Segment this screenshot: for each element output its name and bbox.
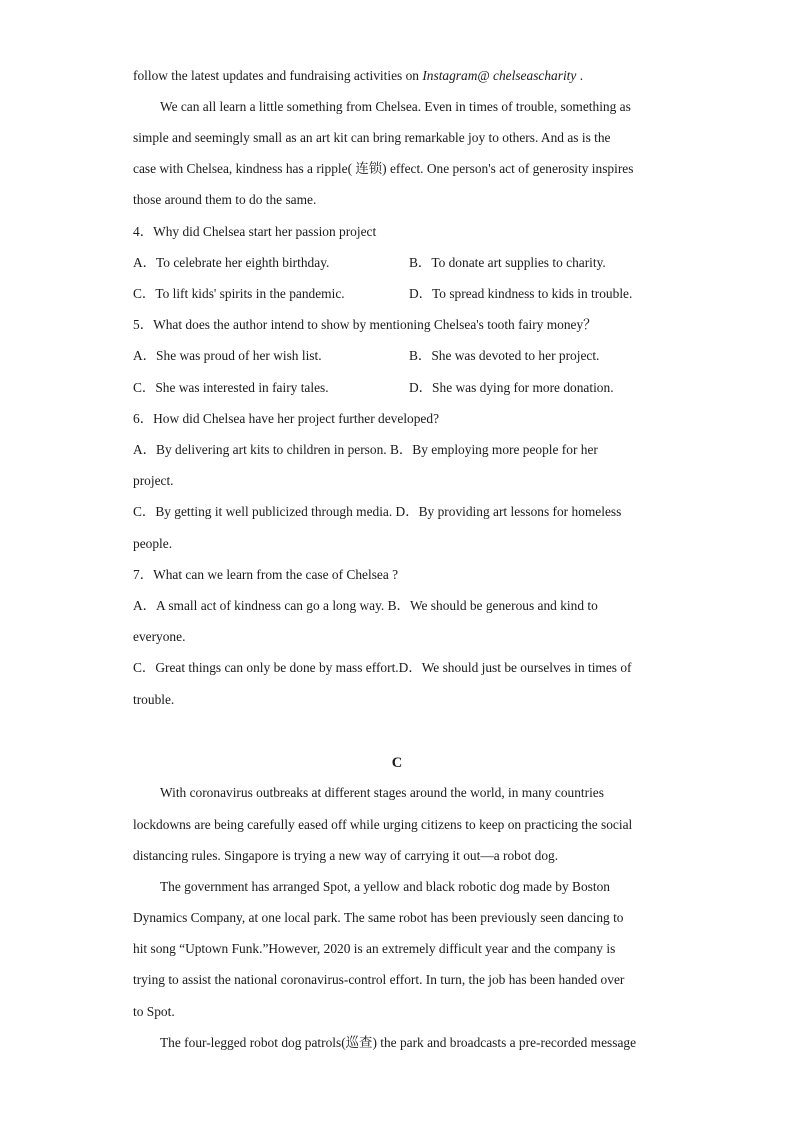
option-4d: D．To spread kindness to kids in trouble. [409, 286, 633, 301]
option-5c: C．She was interested in fairy tales. [133, 380, 329, 395]
options-7cd-cont: trouble. [133, 692, 175, 707]
question-stem-4: 4．Why did Chelsea start her passion project [133, 224, 377, 239]
passage-text: follow the latest updates and fundraising activities on [133, 68, 423, 83]
instagram-handle: Instagram@ chelseascharity [422, 68, 577, 83]
question-stem-7: 7．What can we learn from the case of Chelsea ? [133, 567, 399, 582]
options-7cd: C．Great things can only be done by mass effort.D．We should just be ourselves in times of [133, 660, 632, 675]
option-4c: C．To lift kids' spirits in the pandemic. [133, 286, 345, 301]
passage-line: simple and seemingly small as an art kit can bring remarkable joy to others. And as is the [133, 130, 611, 145]
passage-line: those around them to do the same. [133, 192, 317, 207]
question-stem-6: 6．How did Chelsea have her project further developed? [133, 411, 440, 426]
passage-line: trying to assist the national coronavirus-control effort. In turn, the job has been handed over [133, 972, 625, 987]
options-7ab: A．A small act of kindness can go a long way. B．We should be generous and kind to [133, 598, 598, 613]
passage-line: lockdowns are being carefully eased off while urging citizens to keep on practicing the social [133, 817, 633, 832]
question-stem-5: 5．What does the author intend to show by mentioning Chelsea's tooth fairy money？ [133, 317, 597, 332]
passage-line: case with Chelsea, kindness has a ripple( 连锁) effect. One person's act of generosity inspires [133, 161, 634, 176]
passage-line: Dynamics Company, at one local park. The same robot has been previously seen dancing to [133, 910, 624, 925]
passage-line: hit song “Uptown Funk.”However, 2020 is an extremely difficult year and the company is [133, 941, 616, 956]
option-5d: D．She was dying for more donation. [409, 380, 614, 395]
options-6ab: A．By delivering art kits to children in person. B．By employing more people for her [133, 442, 598, 457]
options-7ab-cont: everyone. [133, 629, 186, 644]
options-6cd: C．By getting it well publicized through media. D．By providing art lessons for homeless [133, 504, 622, 519]
option-5a: A．She was proud of her wish list. [133, 348, 322, 363]
option-5b: B．She was devoted to her project. [409, 348, 600, 363]
passage-line: The government has arranged Spot, a yellow and black robotic dog made by Boston [160, 879, 610, 894]
section-heading: C [391, 755, 403, 771]
passage-line [133, 68, 583, 84]
passage-text: . [576, 68, 584, 83]
passage-line: to Spot. [133, 1004, 175, 1019]
option-4b: B．To donate art supplies to charity. [409, 255, 606, 270]
options-6cd-cont: people. [133, 536, 173, 551]
passage-line: The four-legged robot dog patrols(巡查) the park and broadcasts a pre-recorded message [160, 1035, 637, 1050]
passage-line: We can all learn a little something from Chelsea. Even in times of trouble, something as [160, 99, 631, 114]
passage-line: distancing rules. Singapore is trying a new way of carrying it out—a robot dog. [133, 848, 559, 863]
options-6ab-cont: project. [133, 473, 174, 488]
option-4a: A．To celebrate her eighth birthday. [133, 255, 330, 270]
passage-line: With coronavirus outbreaks at different stages around the world, in many countries [160, 785, 604, 800]
